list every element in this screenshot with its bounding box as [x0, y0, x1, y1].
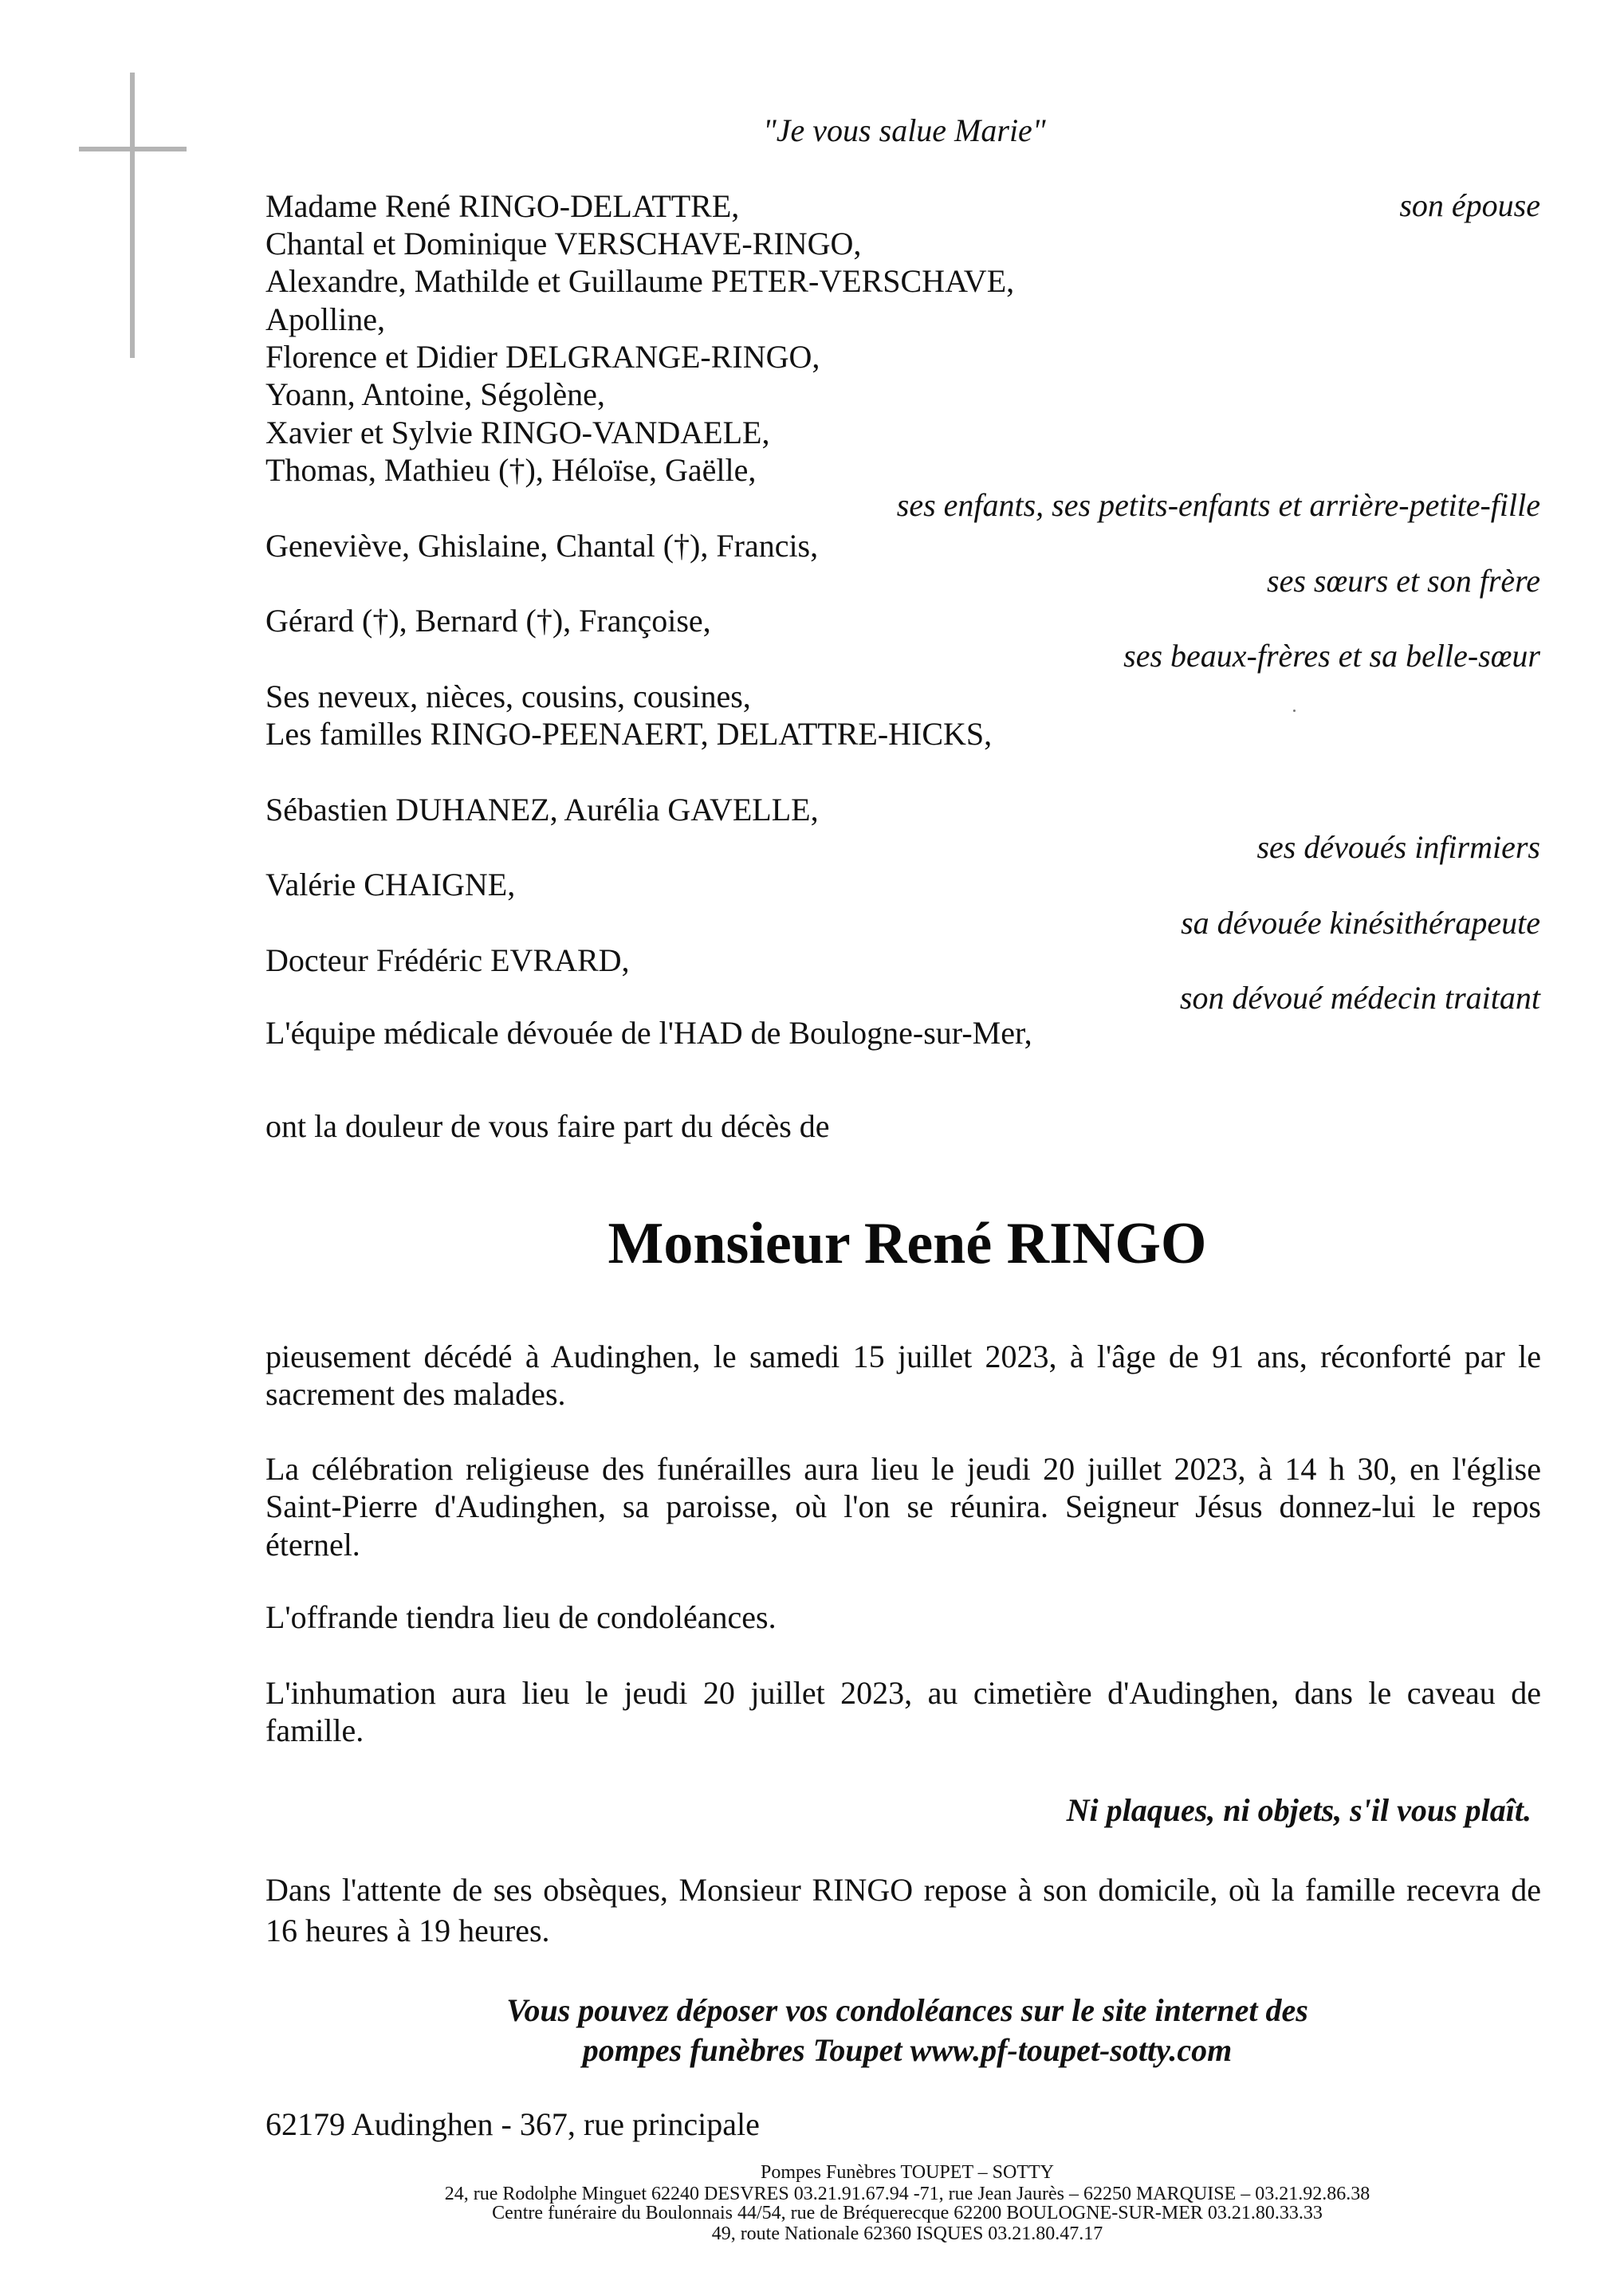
prayer-quote: "Je vous salue Marie" [763, 112, 1046, 148]
relation-label: ses sœurs et son frère [1267, 563, 1540, 599]
funeral-home-address: 49, route Nationale 62360 ISQUES 03.21.80.47.17 [711, 2223, 1103, 2244]
relation-label: sa dévouée kinésithérapeute [1181, 905, 1540, 941]
family-line: Valérie CHAIGNE, [265, 867, 516, 902]
relation-label: ses beaux-frères et sa belle-sœur [1123, 638, 1540, 674]
family-line: Yoann, Antoine, Ségolène, [265, 376, 605, 412]
family-line: Apolline, [265, 301, 385, 337]
family-line: Thomas, Mathieu (†), Héloïse, Gaëlle, [265, 452, 757, 488]
offering-note: L'offrande tiendra lieu de condoléances. [265, 1599, 777, 1635]
family-line: Docteur Frédéric EVRARD, [265, 942, 630, 978]
funeral-home-address: 24, rue Rodolphe Minguet 62240 DESVRES 03.21.91.67.94 -71, rue Jean Jaurès – 62250 MARQUISE – 03.21.92.86.38 [444, 2184, 1370, 2204]
relation-label: son dévoué médecin traitant [1179, 980, 1540, 1016]
family-line: Gérard (†), Bernard (†), Françoise, [265, 603, 711, 639]
relation-label: ses enfants, ses petits-enfants et arrière-petite-fille [896, 487, 1540, 523]
body-line: 16 heures à 19 heures. [265, 1913, 550, 1948]
family-line: Les familles RINGO-PEENAERT, DELATTRE-HICKS, [265, 716, 993, 752]
family-line: Chantal et Dominique VERSCHAVE-RINGO, [265, 226, 862, 261]
family-line: Alexandre, Mathilde et Guillaume PETER-VERSCHAVE, [265, 263, 1015, 299]
relation-label: ses dévoués infirmiers [1256, 829, 1540, 865]
family-line: Geneviève, Ghislaine, Chantal (†), Francis, [265, 528, 819, 564]
no-plaques-note: Ni plaques, ni objets, s'il vous plaît. [1066, 1792, 1532, 1828]
announcement-intro: ont la douleur de vous faire part du décès de [265, 1108, 830, 1144]
family-line: Madame René RINGO-DELATTRE, [265, 188, 740, 224]
body-line: Dans l'attente de ses obsèques, Monsieur RINGO repose à son domicile, où la famille recevra de [265, 1872, 1541, 1908]
family-line: L'équipe médicale dévouée de l'HAD de Boulogne-sur-Mer, [265, 1015, 1032, 1051]
body-line: famille. [265, 1712, 364, 1748]
funeral-home-address: Centre funéraire du Boulonnais 44/54, rue de Bréquerecque 62200 BOULOGNE-SUR-MER 03.21.80.33.33 [492, 2203, 1323, 2223]
condolences-website[interactable]: pompes funèbres Toupet www.pf-toupet-sotty.com [582, 2032, 1233, 2068]
family-line: Sébastien DUHANEZ, Aurélia GAVELLE, [265, 792, 819, 828]
cross-horizontal-bar [79, 147, 187, 151]
cross-vertical-bar [130, 73, 135, 358]
body-line: Saint-Pierre d'Audinghen, sa paroisse, où l'on se réunira. Seigneur Jésus donnez-lui le repos [265, 1488, 1541, 1524]
scan-speck [1293, 710, 1296, 712]
family-line: Ses neveux, nièces, cousins, cousines, [265, 678, 751, 714]
body-line: éternel. [265, 1527, 360, 1563]
relation-label: son épouse [1399, 187, 1540, 223]
home-address: 62179 Audinghen - 367, rue principale [265, 2106, 760, 2142]
body-line: La célébration religieuse des funérailles aura lieu le jeudi 20 juillet 2023, à 14 h 30, en l'église [265, 1451, 1541, 1487]
family-line: Florence et Didier DELGRANGE-RINGO, [265, 339, 820, 375]
body-line: L'inhumation aura lieu le jeudi 20 juillet 2023, au cimetière d'Audinghen, dans le caveau de [265, 1675, 1541, 1711]
body-line: sacrement des malades. [265, 1376, 566, 1412]
funeral-home-name: Pompes Funèbres TOUPET – SOTTY [760, 2162, 1054, 2183]
deceased-name: Monsieur René RINGO [608, 1211, 1207, 1276]
condolences-line: Vous pouvez déposer vos condoléances sur le site internet des [506, 1992, 1308, 2028]
family-line: Xavier et Sylvie RINGO-VANDAELE, [265, 415, 770, 450]
body-line: pieusement décédé à Audinghen, le samedi 15 juillet 2023, à l'âge de 91 ans, réconforté par le [265, 1339, 1541, 1374]
